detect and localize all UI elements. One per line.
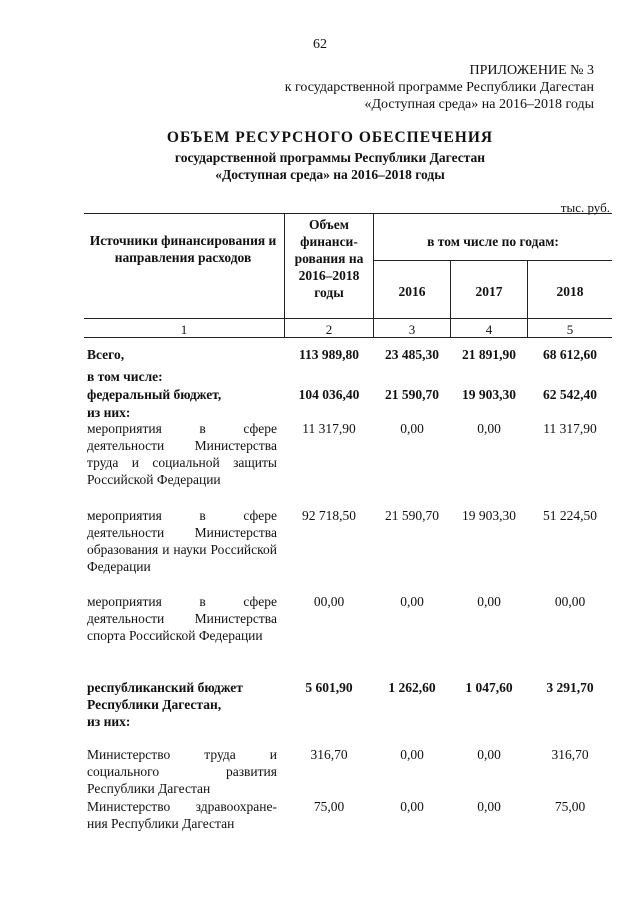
row-label-of-which: из них:	[87, 405, 131, 420]
table-top-border	[84, 213, 612, 214]
col-divider-2	[373, 213, 374, 337]
labor-rf-2017: 0,00	[477, 421, 501, 436]
header-year-2018: 2018	[556, 284, 584, 299]
appendix-period: «Доступная среда» на 2016–2018 годы	[364, 97, 594, 112]
header-by-years: в том числе по годам:	[427, 234, 559, 249]
row-label-federal-budget: федеральный бюджет,	[87, 387, 222, 402]
column-number: 3	[408, 322, 416, 337]
units-label: тыс. руб.	[560, 200, 610, 215]
column-number: 2	[325, 322, 333, 337]
republic-2016: 1 262,60	[388, 680, 436, 695]
header-year-2016: 2016	[398, 284, 426, 299]
page-number: 62	[313, 37, 327, 52]
labor-rd-volume: 316,70	[310, 747, 348, 762]
federal-2018: 62 542,40	[543, 387, 597, 402]
header-source: Источники финансирования и направления расходов	[89, 233, 277, 265]
republic-volume: 5 601,90	[305, 680, 353, 695]
total-volume: 113 989,80	[298, 347, 359, 362]
row-label-ministry-health-rd: Министерство здравоохране- ния Республики Дагестан	[87, 799, 277, 831]
labor-rf-2018: 11 317,90	[543, 421, 597, 436]
sport-rf-volume: 00,00	[313, 594, 345, 609]
total-2017: 21 891,90	[462, 347, 516, 362]
labor-rd-2016: 0,00	[400, 747, 424, 762]
row-label-total: Всего,	[87, 347, 125, 362]
row-label-ministry-labor-rf: мероприятия в сфере деятельности Министерства труда и социальной защиты Российской Федерации	[87, 421, 277, 487]
row-label-of-which-republic: из них:	[87, 714, 131, 729]
health-rd-2018: 75,00	[554, 799, 586, 814]
row-label-ministry-labor-rd: Министерство труда и социального развития Республики Дагестан	[87, 747, 277, 796]
header-year-2017: 2017	[475, 284, 503, 299]
labor-rf-volume: 11 317,90	[302, 421, 356, 436]
column-number: 5	[566, 322, 574, 337]
labor-rf-2016: 0,00	[400, 421, 424, 436]
education-rf-2016: 21 590,70	[385, 508, 439, 523]
total-2016: 23 485,30	[385, 347, 439, 362]
column-number: 4	[485, 322, 493, 337]
document-subtitle-period: «Доступная среда» на 2016–2018 годы	[215, 167, 445, 182]
republic-2017: 1 047,60	[465, 680, 513, 695]
row-label-ministry-sport-rf: мероприятия в сфере деятельности Министерства спорта Российской Федерации	[87, 594, 277, 643]
document-subtitle: государственной программы Республики Дагестан	[174, 150, 486, 165]
federal-volume: 104 036,40	[298, 387, 360, 402]
sport-rf-2016: 0,00	[400, 594, 424, 609]
row-label-including: в том числе:	[87, 369, 163, 384]
education-rf-volume: 92 718,50	[302, 508, 356, 523]
header-volume: Объем финанси- рования на 2016–2018 годы	[294, 217, 364, 300]
appendix-label: ПРИЛОЖЕНИЕ № 3	[469, 63, 594, 78]
education-rf-2017: 19 903,30	[462, 508, 516, 523]
column-number: 1	[180, 322, 188, 337]
education-rf-2018: 51 224,50	[543, 508, 597, 523]
total-2018: 68 612,60	[543, 347, 597, 362]
years-header-divider	[374, 260, 612, 261]
labor-rd-2017: 0,00	[477, 747, 501, 762]
republic-2018: 3 291,70	[546, 680, 594, 695]
health-rd-volume: 75,00	[313, 799, 345, 814]
document-title: ОБЪЕМ РЕСУРСНОГО ОБЕСПЕЧЕНИЯ	[166, 129, 494, 146]
col-divider-1	[284, 213, 285, 337]
row-label-republic-budget: республиканский бюджет Республики Дагестан,	[87, 680, 243, 712]
row-label-ministry-education-rf: мероприятия в сфере деятельности Министерства образования и науки Российской Федерации	[87, 508, 277, 574]
federal-2016: 21 590,70	[385, 387, 439, 402]
federal-2017: 19 903,30	[462, 387, 516, 402]
sport-rf-2017: 0,00	[477, 594, 501, 609]
health-rd-2017: 0,00	[477, 799, 501, 814]
header-bottom-border	[84, 318, 612, 319]
health-rd-2016: 0,00	[400, 799, 424, 814]
appendix-program: к государственной программе Республики Дагестан	[284, 80, 594, 95]
labor-rd-2018: 316,70	[551, 747, 589, 762]
sport-rf-2018: 00,00	[554, 594, 586, 609]
